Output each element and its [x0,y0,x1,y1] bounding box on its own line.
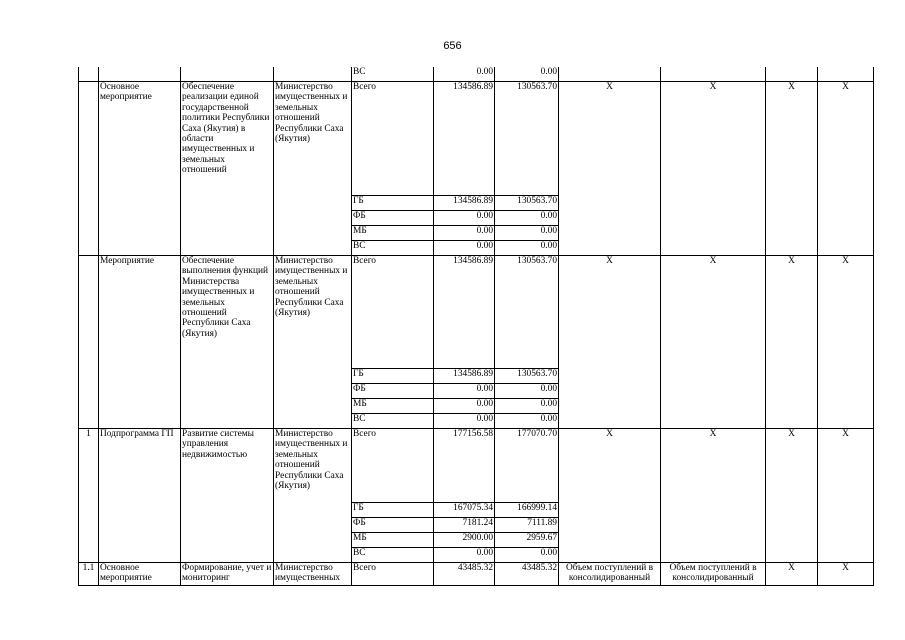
value-plan: 134586.89 [434,256,495,369]
source-code: ГБ [352,503,434,518]
table-row [79,82,874,196]
value-plan: 0.00 [434,399,495,414]
indicator-mark: X [661,82,766,256]
indicator-mark: X [766,429,818,563]
item-description: Развитие системы управления недвижимостью [181,429,274,563]
source-code: ФБ [352,518,434,533]
value-fact: 0.00 [495,548,559,563]
row-number [79,82,99,256]
indicator-mark: X [818,82,874,256]
source-code: ВС [352,241,434,256]
indicator-mark: X [766,82,818,256]
source-code: Всего [352,256,434,369]
value-plan: 177156.58 [434,429,495,503]
table-row [79,429,874,503]
value-plan: 134586.89 [434,369,495,384]
item-executor: Министерство имущественных и земельных отношений Республики Саха (Якутия) [274,256,352,429]
value-fact: 0.00 [495,384,559,399]
indicator-mark: X [818,563,874,586]
indicator-mark: X [559,429,661,563]
table-row [79,256,874,369]
source-code: ГБ [352,196,434,211]
item-executor: Министерство имущественных и земельных отношений Республики Саха (Якутия) [274,82,352,256]
value-fact: 0.00 [495,67,559,82]
value-fact: 0.00 [495,414,559,429]
item-description: Обеспечение реализации единой государственной политики Республики Саха (Якутия) в области имущественных и земельных отношений [181,82,274,256]
source-code: МБ [352,533,434,548]
value-fact: 2959.67 [495,533,559,548]
value-fact: 166999.14 [495,503,559,518]
source-code: ВС [352,414,434,429]
value-plan: 0.00 [434,414,495,429]
value-plan: 0.00 [434,548,495,563]
value-plan: 0.00 [434,384,495,399]
value-fact: 0.00 [495,226,559,241]
item-type: Подпрограмма ГП [99,429,181,563]
source-code: Всего [352,429,434,503]
value-fact: 130563.70 [495,196,559,211]
source-code: ФБ [352,211,434,226]
value-fact: 0.00 [495,211,559,226]
source-code: ГБ [352,369,434,384]
value-plan: 167075.34 [434,503,495,518]
source-code: МБ [352,226,434,241]
item-description: Формирование, учет и мониторинг [181,563,274,586]
item-description: Обеспечение выполнения функций Министерства имущественных и земельных отношений Республики Саха (Якутия) [181,256,274,429]
value-fact: 177070.70 [495,429,559,503]
page-number: 656 [443,40,462,52]
value-plan: 7181.24 [434,518,495,533]
indicator-mark: X [559,256,661,429]
row-number: 1.1 [79,563,99,586]
value-plan: 134586.89 [434,196,495,211]
value-plan: 0.00 [434,211,495,226]
item-executor: Министерство имущественных и земельных отношений Республики Саха (Якутия) [274,429,352,563]
table-row [79,67,874,82]
row-number [79,256,99,429]
indicator-name: Объем поступлений в консолидированный [559,563,661,586]
item-type: Мероприятие [99,256,181,429]
source-code: Всего [352,82,434,196]
indicator-mark: X [559,82,661,256]
source-code: ФБ [352,384,434,399]
indicator-mark: X [766,256,818,429]
item-type: Основное мероприятие [99,563,181,586]
source-code: МБ [352,399,434,414]
indicator-mark: X [818,256,874,429]
indicator-mark: X [766,563,818,586]
indicator-name: Объем поступлений в консолидированный [661,563,766,586]
budget-table [78,67,874,586]
value-fact: 0.00 [495,241,559,256]
value-fact: 130563.70 [495,256,559,369]
item-executor: Министерство имущественных [274,563,352,586]
source-code: ВС [352,548,434,563]
indicator-mark: X [818,429,874,563]
source-code: Всего [352,563,434,586]
value-plan: 0.00 [434,241,495,256]
row-number: 1 [79,429,99,563]
indicator-mark: X [661,256,766,429]
value-fact: 0.00 [495,399,559,414]
value-plan: 2900.00 [434,533,495,548]
indicator-mark: X [661,429,766,563]
value-fact: 43485.32 [495,563,559,586]
value-fact: 7111.89 [495,518,559,533]
item-type: Основное мероприятие [99,82,181,256]
source-code: ВС [352,67,434,82]
value-plan: 0.00 [434,226,495,241]
value-fact: 130563.70 [495,82,559,196]
value-fact: 130563.70 [495,369,559,384]
table-row [79,563,874,586]
value-plan: 134586.89 [434,82,495,196]
value-plan: 43485.32 [434,563,495,586]
value-plan: 0.00 [434,67,495,82]
